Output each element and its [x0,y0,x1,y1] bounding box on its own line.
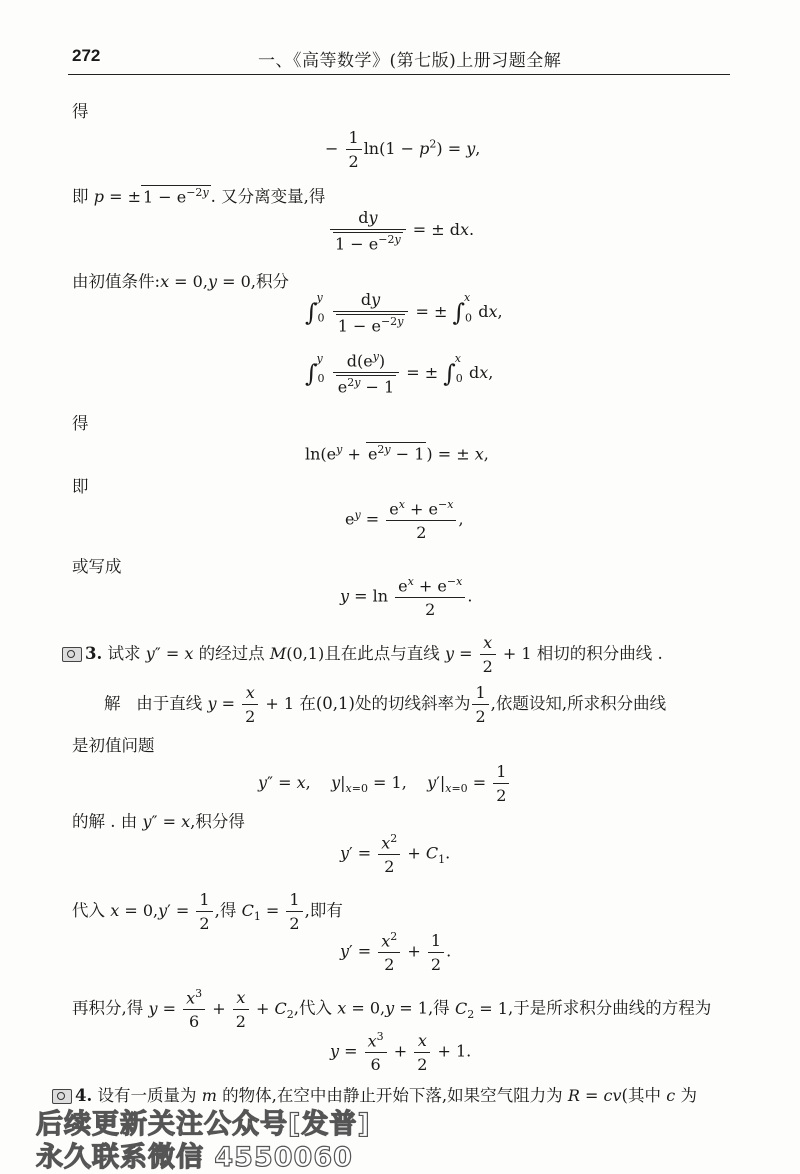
text-de-jie: 的解 . 由 [72,812,138,831]
problem-3-text-c: 且在此点与直线 [324,644,440,663]
solution-text-b: 在(0,1)处的切线斜率为 [299,694,471,713]
problem-4-text-b: 的物体,在空中由静止开始下落,如果空气阻力为 [222,1086,563,1105]
text-yushi: ,于是所求积分曲线的方程为 [507,998,712,1018]
solution-line-1: 解 由于直线 y = $\frac{x}{2}$ + 1 在(0,1)处的切线斜率为 $\frac{1}{2}$ ,依题设知,所求积分曲线 [104,683,667,726]
text-youfen: . 又分离变量,得 [210,187,326,206]
solution-line-2: 是初值问题 [72,736,155,755]
text-jifen-de: ,积分得 [190,812,245,831]
equation-2: $\frac{dy}{1 - e^{-2y}}$ = ± dx. [328,208,474,253]
text-zai-jifen: 再积分,得 [72,998,144,1018]
problem-3-number: 3. [85,644,103,663]
page-number: 272 [72,46,101,65]
watermark-line-2: 永久联系微信 4550060 [36,1142,353,1173]
solution-text-c: ,依题设知,所求积分曲线 [490,694,667,713]
text-de: 得 [72,102,89,121]
equation-6: $e^y$ = $\frac{e^x + e^{-x}}{2}$ , [345,498,464,543]
line-p: 即 p = ± $1 - e^{-2y}$ . 又分离变量,得 [72,185,326,206]
problem-3-text-d: 相切的积分曲线 . [536,644,663,663]
problem-4-text-c: (其中 [621,1086,661,1105]
line-de-jie: 的解 . 由 y″ = x,积分得 [72,812,245,831]
header-rule [68,74,730,75]
problem-4-text-d: 为 [680,1086,697,1105]
equation-ivp: y″ = x, $y|_{x=0} = 1$, $y'|_{x=0}$ = $\frac{1}{2}$ [258,762,511,805]
equation-10: y = $\frac{x^3}{6}$ + $\frac{x}{2}$ + 1. [330,1030,472,1075]
exercise-icon [62,647,82,662]
solution-label: 解 [104,694,121,713]
text-de-2: 得 [72,414,89,433]
text-ji: 即 [72,187,89,206]
text-jifen: ,积分 [250,272,289,291]
text-jiyou: ,即有 [304,901,343,920]
text-chuzhi: 由初值条件: [72,272,161,291]
text-de-c1: ,得 [214,901,237,920]
text-dairu-2: ,代入 [293,998,332,1018]
equation-5: $\ln(e^y + e^{2y} - 1$ ) = ± x, [305,443,489,464]
problem-4-number: 4. [75,1086,93,1105]
text-dairu: 代入 [72,901,105,920]
problem-3: 3. 试求 y″ = x 的经过点 M(0,1)且在此点与直线 y = $\frac{x}{2}$ + 1 相切的积分曲线 . [62,633,663,676]
problem-3-text-b: 的经过点 [198,644,265,663]
equation-4: $\int_0^y$ $\frac{d(e^y)}{e^{2y} - 1}$ = ± $\int_0^xdx$, [305,350,494,397]
equation-9: y′ = $\frac{x^2}{2}$ + $\frac{1}{2}$ . [340,930,452,975]
text-ji-2: 即 [72,477,89,496]
watermark-line-1: 后续更新关注公众号[发普] [36,1109,371,1140]
solution-text-a: 由于直线 [136,694,203,713]
line-dairu: 代入 x = 0,y′ = $\frac{1}{2}$ ,得 $C_1$ = $\frac{1}{2}$ ,即有 [72,890,343,933]
problem-4-text-a: 设有一质量为 [97,1086,197,1105]
running-title: 一、《高等数学》(第七版)上册习题全解 [258,51,562,71]
text-huoxie: 或写成 [72,557,122,576]
equation-1: − $\frac{1}{2}$ $\ln(1 - p^2) = y$, [325,128,481,171]
line-zaijifen: 再积分,得 y = $\frac{x^3}{6}$ + $\frac{x}{2}$ + $C_2$,代入 x = 0,y = 1,得 $C_2 = 1$,于是所求积分曲线的方程为 [72,987,712,1032]
equation-7: y = ln $\frac{e^x + e^{-x}}{2}$ . [340,575,473,620]
text-de-c2: ,得 [427,998,450,1018]
line-chuzhi: 由初值条件:x = 0,y = 0,积分 [72,272,289,291]
problem-4: 4. 设有一质量为 m 的物体,在空中由静止开始下落,如果空气阻力为 R = cv(其中 c 为 [52,1082,697,1106]
equation-3: $\int_0^y$ $\frac{dy}{1 - e^{-2y}}$ = ± $\int_0^xdx$, [305,290,503,336]
equation-8: y′ = $\frac{x^2}{2}$ + $C_1$. [340,832,451,877]
problem-3-text-a: 试求 [107,644,141,663]
